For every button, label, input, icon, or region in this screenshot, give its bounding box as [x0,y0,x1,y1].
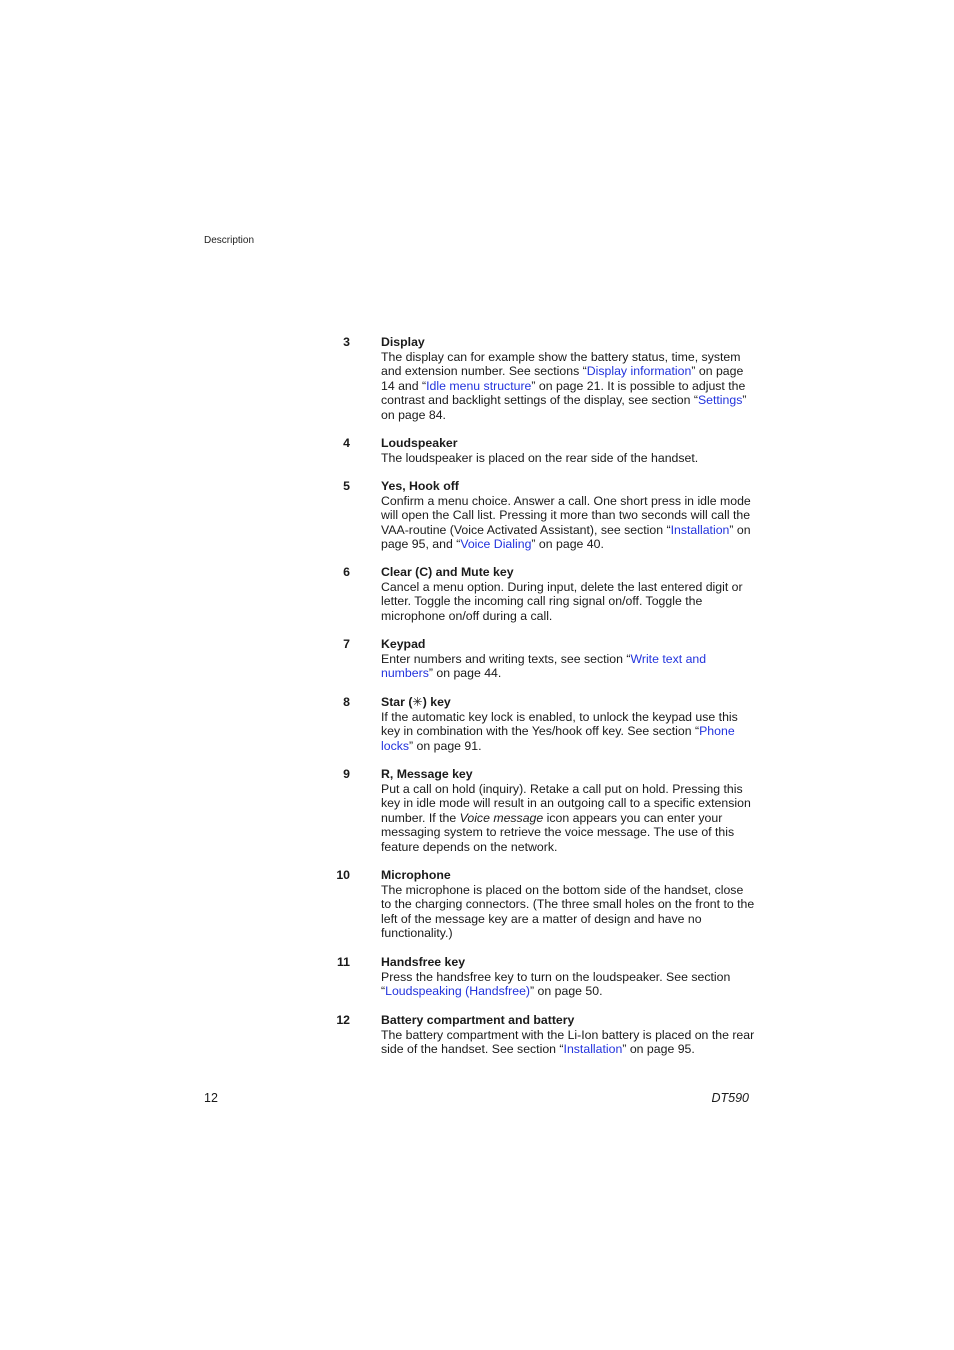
entry-description [381,883,756,941]
description-text: ” on page 84. [381,393,747,422]
entry-number: 7 [343,637,350,651]
cross-reference-link[interactable]: Write text and numbers [381,651,707,681]
entry-number: 9 [343,767,350,781]
description-text: ” on page 14 and “ [381,364,744,393]
running-header: Description [204,235,255,246]
entry-title: R, Message key [381,767,473,781]
entry-title: Keypad [381,637,426,651]
description-text: Confirm a menu choice. Answer a call. One short press in idle mode will open the Call list. Pressing it more than two seconds will call the VAA-routine (Voice Activated Assistant), see section “ [381,493,751,537]
description-text: ” on page 95. [622,1042,695,1057]
description-text: The loudspeaker is placed on the rear side of the handset. [381,450,699,465]
entry-title: Display [381,335,425,349]
entry-description [381,494,756,552]
entry-description [381,350,756,423]
description-text: ” on page 95, and “ [381,522,751,552]
entry-title: Yes, Hook off [381,479,459,493]
entry-title: Star (✳) key [381,695,451,709]
description-text: The battery compartment with the Li-Ion battery is placed on the rear side of the handset. See section “ [381,1027,755,1057]
entry-title: Clear (C) and Mute key [381,565,514,579]
entry-number: 4 [343,436,350,450]
description-text: ” on page 44. [428,666,502,681]
description-text: ” on page 91. [409,738,482,753]
cross-reference-link[interactable]: Idle menu structure [426,378,532,393]
cross-reference-link[interactable]: Phone locks [381,724,735,753]
entry-number: 8 [343,695,350,709]
page-number: 12 [204,1091,218,1105]
entry-number: 12 [336,1013,350,1027]
entry-number: 11 [337,955,350,969]
entry-number: 6 [343,565,350,579]
entry-title: Loudspeaker [381,436,458,450]
entry-title: Battery compartment and battery [381,1013,575,1027]
description-text: Enter numbers and writing texts, see section “ [381,651,631,666]
entry-description [381,580,756,624]
entry-description [381,652,756,681]
entry-title: Microphone [381,868,451,882]
entry-description [381,710,756,754]
entry-number: 10 [336,868,350,882]
entry-title: Handsfree key [381,955,466,969]
cross-reference-link[interactable]: Display information [586,364,692,379]
entry-number: 3 [343,335,350,349]
description-text: Put a call on hold (inquiry). Retake a call put on hold. Pressing this key in idle mode will result in an outgoing call to a specific extension number. If the [381,781,751,825]
model-name: DT590 [711,1091,749,1105]
description-text: icon appears you can enter your messaging system to retrieve the voice message. The use of this feature depends on the network. [381,810,735,854]
entry-number: 5 [343,479,350,493]
entry-description [381,1028,756,1057]
description-text: ” on page 21. It is possible to adjust the contrast and backlight settings of the display, see section “ [381,378,746,408]
description-text: If the automatic key lock is enabled, to unlock the keypad use this key in combination with the Yes/hook off key. See section “ [381,709,738,739]
cross-reference-link[interactable]: Installation [563,1042,623,1057]
description-text: Cancel a menu option. During input, delete the last entered digit or letter. Toggle the incoming call ring signal on/off. Toggle the microphone on/off during a call. [381,579,743,623]
description-text: The display can for example show the battery status, time, system and extension number. See sections “ [381,349,741,379]
description-text: The microphone is placed on the bottom side of the handset, close to the charging connectors. (The three small holes on the front to the left of the message key are a matter of design and have no functionality.) [381,882,755,941]
entry-description [381,451,756,466]
entry-description [381,782,756,855]
description-text: Press the handsfree key to turn on the loudspeaker. See section “ [381,969,731,999]
cross-reference-link[interactable]: Installation [670,522,730,537]
cross-reference-link[interactable]: Settings [697,393,743,408]
cross-reference-link[interactable]: Loudspeaking (Handsfree) [385,984,531,999]
cross-reference-link[interactable]: Voice Dialing [460,537,532,552]
entry-description [381,970,756,999]
description-text: ” on page 50. [530,984,603,999]
description-text: ” on page 40. [531,537,604,552]
emphasis-text: Voice message [459,810,544,825]
